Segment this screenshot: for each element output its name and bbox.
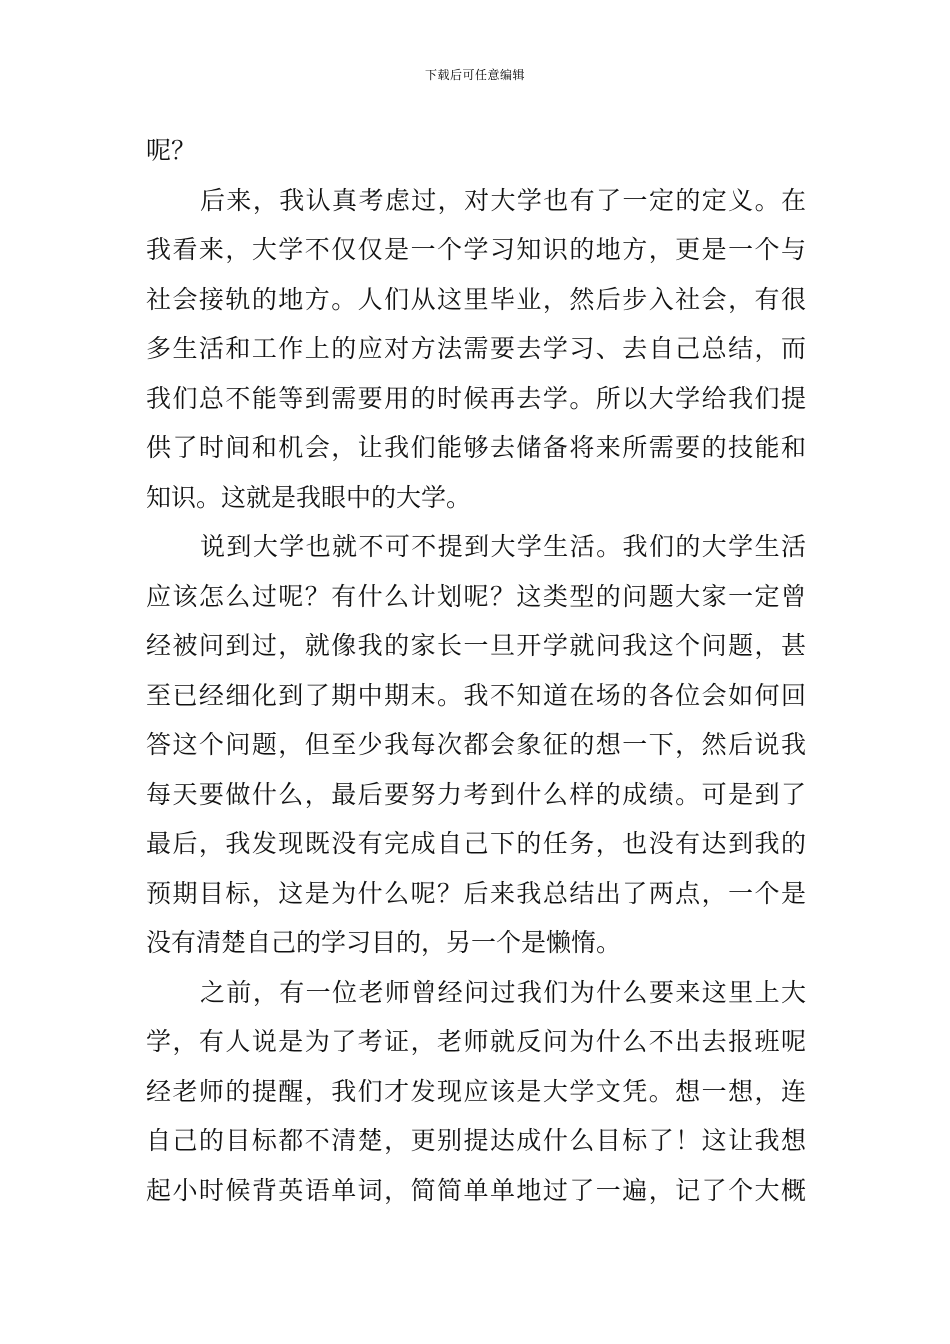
text-line: 我们总不能等到需要用的时候再去学。所以大学给我们提 bbox=[146, 383, 806, 413]
paragraph-first-line: 后来，我认真考虑过，对大学也有了一定的定义。在 bbox=[200, 185, 806, 215]
text-line: 经老师的提醒，我们才发现应该是大学文凭。想一想，连 bbox=[146, 1076, 806, 1106]
text-line: 多生活和工作上的应对方法需要去学习、去自己总结，而 bbox=[146, 334, 806, 363]
text-line: 自己的目标都不清楚，更别提达成什么目标了！这让我想 bbox=[146, 1126, 806, 1155]
paragraph-first-line: 说到大学也就不可不提到大学生活。我们的大学生活 bbox=[200, 532, 806, 561]
paragraph-last-line: 没有清楚自己的学习目的，另一个是懒惰。 bbox=[146, 928, 622, 957]
text-line: 我看来，大学不仅仅是一个学习知识的地方，更是一个与 bbox=[146, 235, 806, 264]
paragraph-first-line: 之前，有一位老师曾经问过我们为什么要来这里上大 bbox=[200, 977, 806, 1007]
text-line: 最后，我发现既没有完成自己下的任务，也没有达到我的 bbox=[146, 829, 806, 858]
page-header-note: 下载后可任意编辑 bbox=[424, 68, 525, 82]
text-line: 经被问到过，就像我的家长一旦开学就问我这个问题，甚 bbox=[146, 631, 806, 660]
text-line: 起小时候背英语单词，简简单单地过了一遍，记了个大概 bbox=[146, 1175, 806, 1205]
text-line: 预期目标，这是为什么呢？后来我总结出了两点，一个是 bbox=[146, 878, 806, 908]
text-line: 社会接轨的地方。人们从这里毕业，然后步入社会，有很 bbox=[146, 284, 806, 314]
text-line: 学，有人说是为了考证，老师就反问为什么不出去报班呢 bbox=[146, 1027, 806, 1056]
text-line: 应该怎么过呢？有什么计划呢？这类型的问题大家一定曾 bbox=[146, 581, 806, 611]
document-body bbox=[146, 126, 806, 1215]
text-line: 呢？ bbox=[146, 136, 197, 165]
text-line: 供了时间和机会，让我们能够去储备将来所需要的技能和 bbox=[146, 433, 806, 462]
paragraph-last-line: 知识。这就是我眼中的大学。 bbox=[146, 482, 472, 512]
text-line: 至已经细化到了期中期末。我不知道在场的各位会如何回 bbox=[146, 680, 806, 710]
text-line: 答这个问题，但至少我每次都会象征的想一下，然后说我 bbox=[146, 730, 806, 759]
text-line: 每天要做什么，最后要努力考到什么样的成绩。可是到了 bbox=[146, 779, 806, 809]
